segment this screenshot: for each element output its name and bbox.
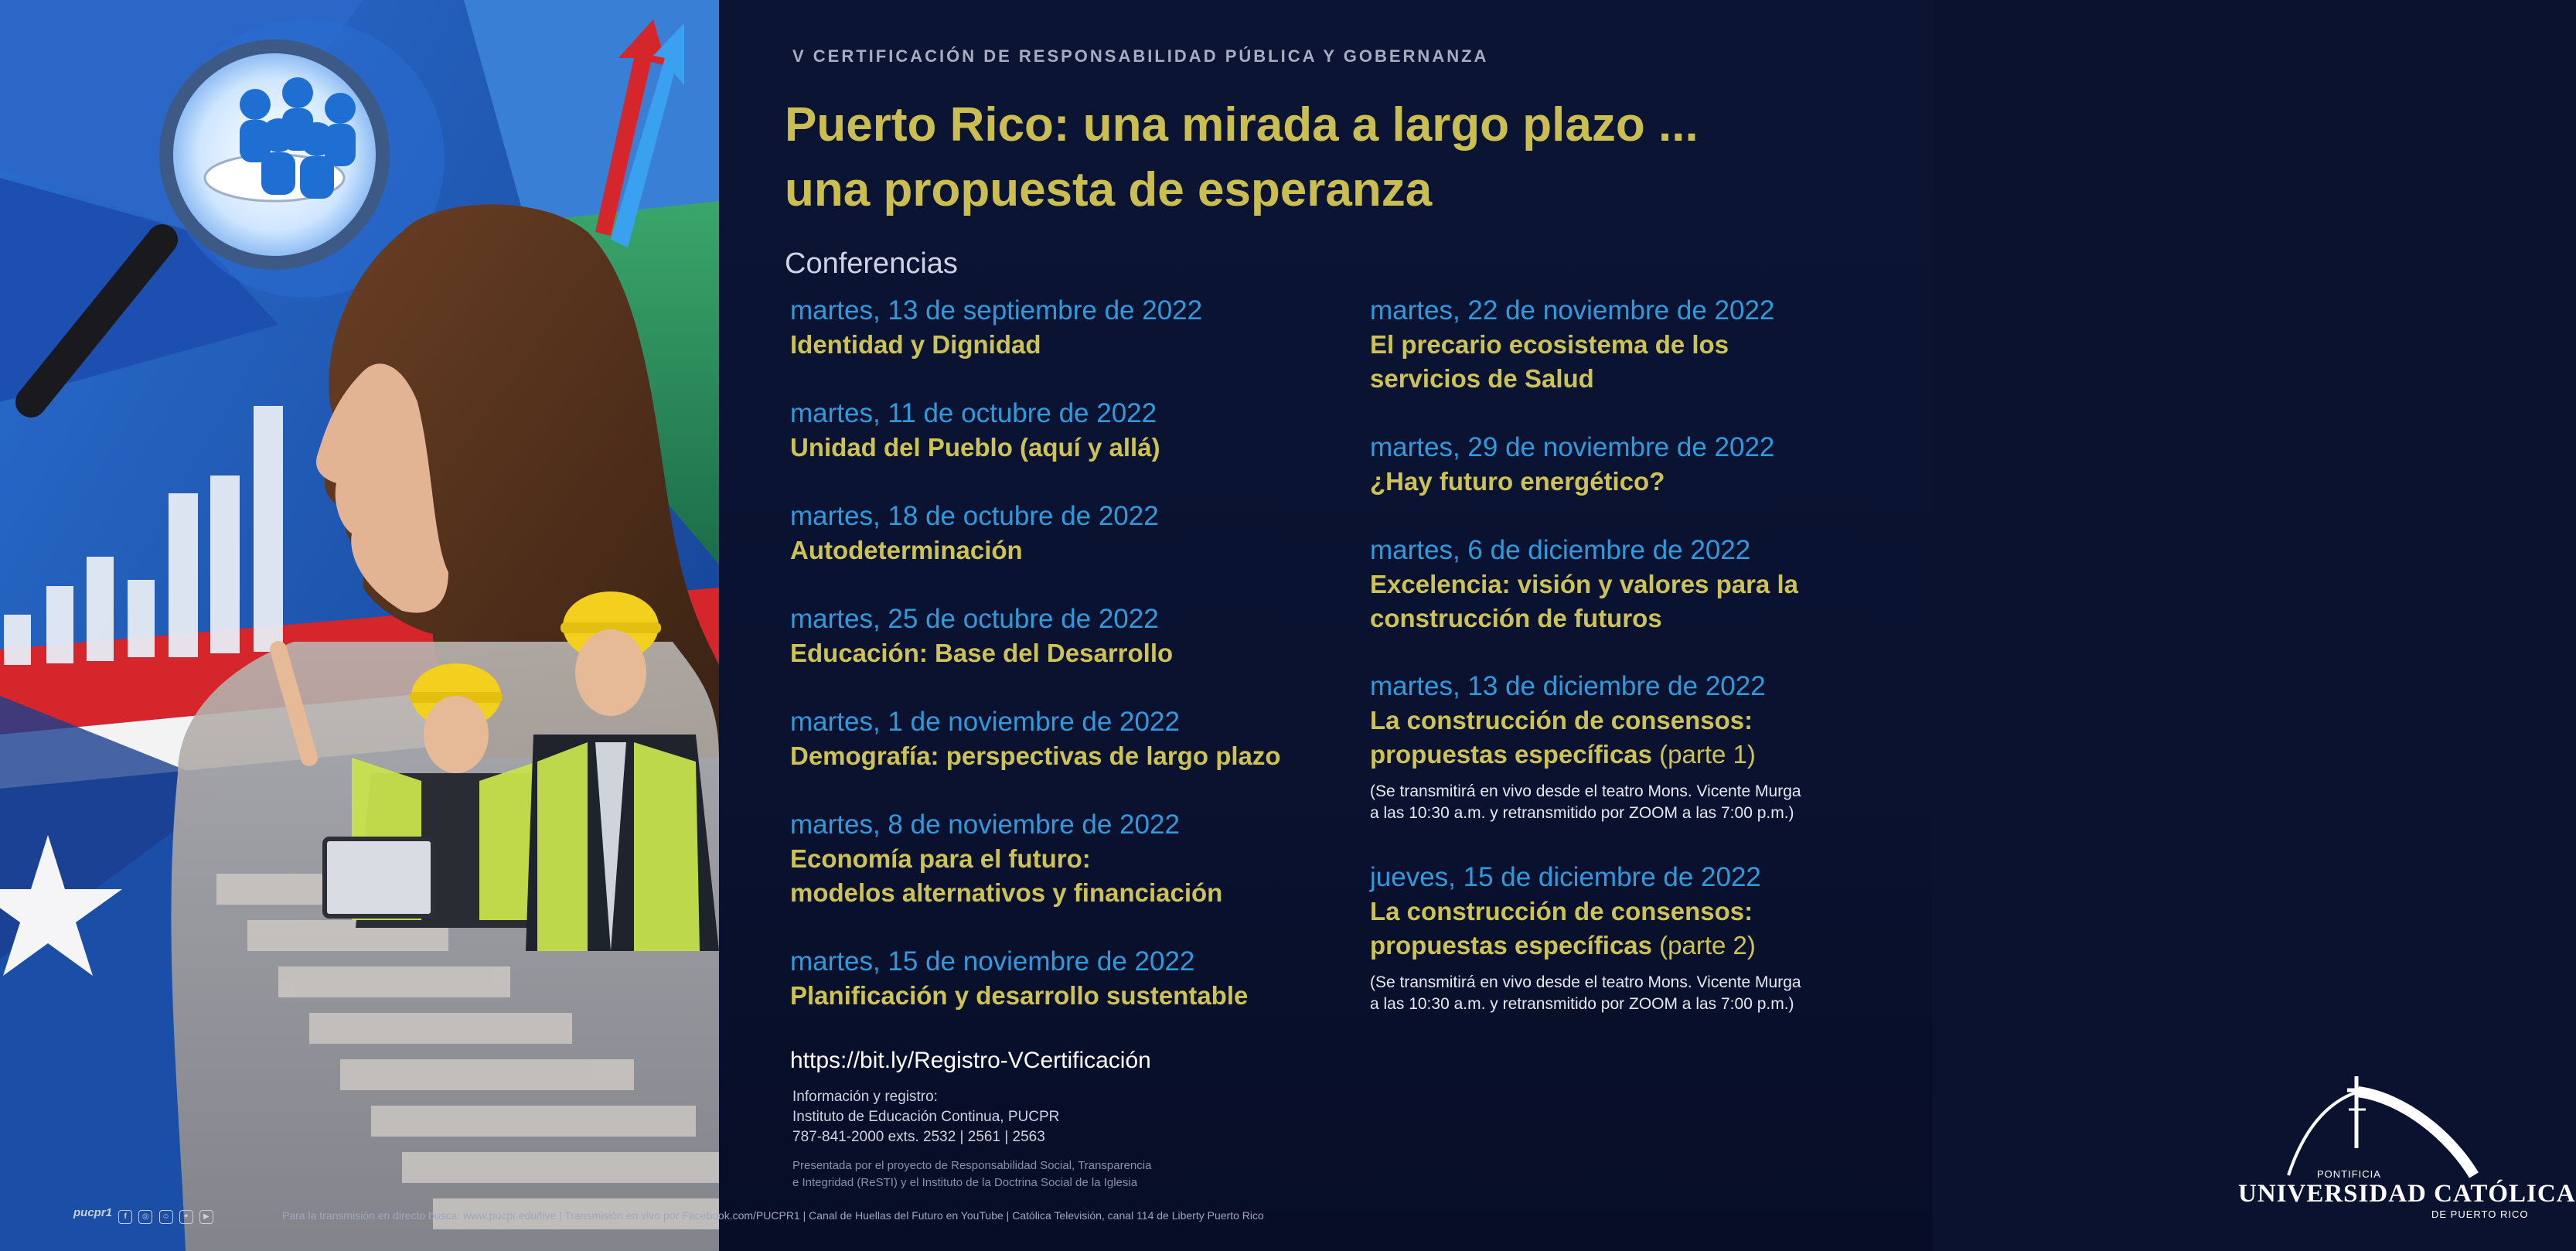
conference-item [790, 808, 1331, 910]
conference-topic [1370, 895, 1911, 963]
collage-illustration [0, 0, 719, 1251]
conference-note: (Se transmitirá en vivo desde el teatro Mons. Vicente Murga a las 10:30 a.m. y retransmitido por ZOOM a las 7:00 p.m.) [1370, 782, 1801, 822]
event-kicker: V CERTIFICACIÓN DE RESPONSABILIDAD PÚBLICA Y GOBERNANZA [792, 46, 1489, 66]
conference-topic: Autodeterminación [790, 536, 1023, 564]
conference-date: jueves, 15 de diciembre de 2022 [1370, 862, 1761, 892]
page-title [785, 93, 1790, 223]
conference-item [790, 294, 1331, 362]
conference-topic-part: (parte 2) [1652, 931, 1756, 960]
conference-date: martes, 11 de octubre de 2022 [790, 398, 1157, 428]
credit-line: e Integridad (ReSTI) y el Instituto de la Doctrina Social de la Iglesia [792, 1176, 1138, 1189]
conference-item [1370, 431, 1911, 499]
conference-date: martes, 6 de diciembre de 2022 [1370, 535, 1751, 565]
conference-topic: Educación: Base del Desarrollo [790, 639, 1174, 667]
conference-item [790, 499, 1331, 568]
conference-topic: El precario ecosistema de los servicios de Salud [1370, 330, 1729, 393]
snapchat-icon[interactable]: ☺ [159, 1210, 173, 1224]
conference-topic-text: La construcción de consensos: propuestas específicas [1370, 706, 1753, 769]
conference-date: martes, 29 de noviembre de 2022 [1370, 432, 1775, 462]
conference-date: martes, 13 de diciembre de 2022 [1370, 671, 1766, 701]
content-panel [719, 0, 2576, 1251]
presented-by-credit [792, 1157, 1151, 1191]
logo-universidad: UNIVERSIDAD CATÓLICA [2238, 1180, 2576, 1208]
social-handle-text: pucpr1 [73, 1206, 113, 1219]
conference-topic-text: La construcción de consensos: propuestas específicas [1370, 897, 1753, 960]
conference-date: martes, 13 de septiembre de 2022 [790, 295, 1203, 326]
conference-date: martes, 15 de noviembre de 2022 [790, 946, 1195, 977]
registration-link[interactable]: https://bit.ly/Registro-VCertificación [790, 1048, 1151, 1073]
conference-item [790, 397, 1331, 465]
conference-topic: Planificación y desarrollo sustentable [790, 981, 1249, 1010]
social-handle [73, 1206, 213, 1224]
logo-puerto-rico: DE PUERTO RICO [2431, 1208, 2529, 1220]
credit-line: Presentada por el proyecto de Responsabilidad Social, Transparencia [792, 1159, 1152, 1172]
conference-topic: Unidad del Pueblo (aquí y allá) [790, 433, 1160, 462]
conference-item [790, 602, 1331, 670]
twitter-icon[interactable]: ✦ [179, 1210, 193, 1224]
conference-topic [1370, 704, 1911, 772]
registration-phone: 787-841-2000 exts. 2532 | 2561 | 2563 [792, 1129, 1045, 1145]
page-title-line1: Puerto Rico: una mirada a largo plazo ... [785, 98, 1699, 152]
cross-arch-logo-icon [2234, 1075, 2544, 1175]
conference-topic: Excelencia: visión y valores para la construcción de futuros [1370, 570, 1798, 632]
conference-item [1370, 294, 1911, 396]
conference-date: martes, 8 de noviembre de 2022 [790, 810, 1180, 840]
university-logo [2234, 1075, 2576, 1229]
conferences-label: Conferencias [785, 247, 958, 280]
logo-pontificia: PONTIFICIA [2317, 1168, 2381, 1180]
conference-item [1370, 861, 1911, 1015]
conference-topic: Identidad y Dignidad [790, 330, 1041, 359]
conference-topic-part: (parte 1) [1652, 740, 1756, 769]
conference-date: martes, 22 de noviembre de 2022 [1370, 295, 1775, 326]
conference-item [1370, 533, 1911, 636]
conference-topic: Economía para el futuro: modelos alternativos y financiación [790, 844, 1223, 907]
conference-item [1370, 670, 1911, 824]
conference-topic: Demografía: perspectivas de largo plazo [790, 741, 1281, 770]
registration-institute: Instituto de Educación Continua, PUCPR [792, 1109, 1060, 1125]
instagram-icon[interactable]: ◎ [138, 1210, 152, 1224]
conference-item [790, 945, 1331, 1013]
artwork-panel [0, 0, 719, 1251]
conference-date: martes, 1 de noviembre de 2022 [790, 707, 1180, 737]
conference-item [790, 705, 1331, 773]
conference-date: martes, 25 de octubre de 2022 [790, 604, 1159, 634]
youtube-icon[interactable]: ▶ [199, 1210, 213, 1224]
page-title-line2: una propuesta de esperanza [785, 163, 1433, 216]
streaming-info: Para la transmisión en directo busca: www.pucpr.edu/live | Transmisión en vivo por Facebook.com/PUCPR1 | Canal de Huellas del Futuro en YouTube | Católica Televisión, canal 114 de Liberty Puerto Rico [282, 1209, 1264, 1222]
conference-note: (Se transmitirá en vivo desde el teatro Mons. Vicente Murga a las 10:30 a.m. y retransmitido por ZOOM a las 7:00 p.m.) [1370, 973, 1801, 1013]
registration-info-label: Información y registro: [792, 1089, 938, 1105]
registration-info [792, 1087, 1059, 1147]
facebook-icon[interactable]: f [118, 1210, 132, 1224]
conference-date: martes, 18 de octubre de 2022 [790, 501, 1159, 531]
conference-topic: ¿Hay futuro energético? [1370, 467, 1665, 496]
